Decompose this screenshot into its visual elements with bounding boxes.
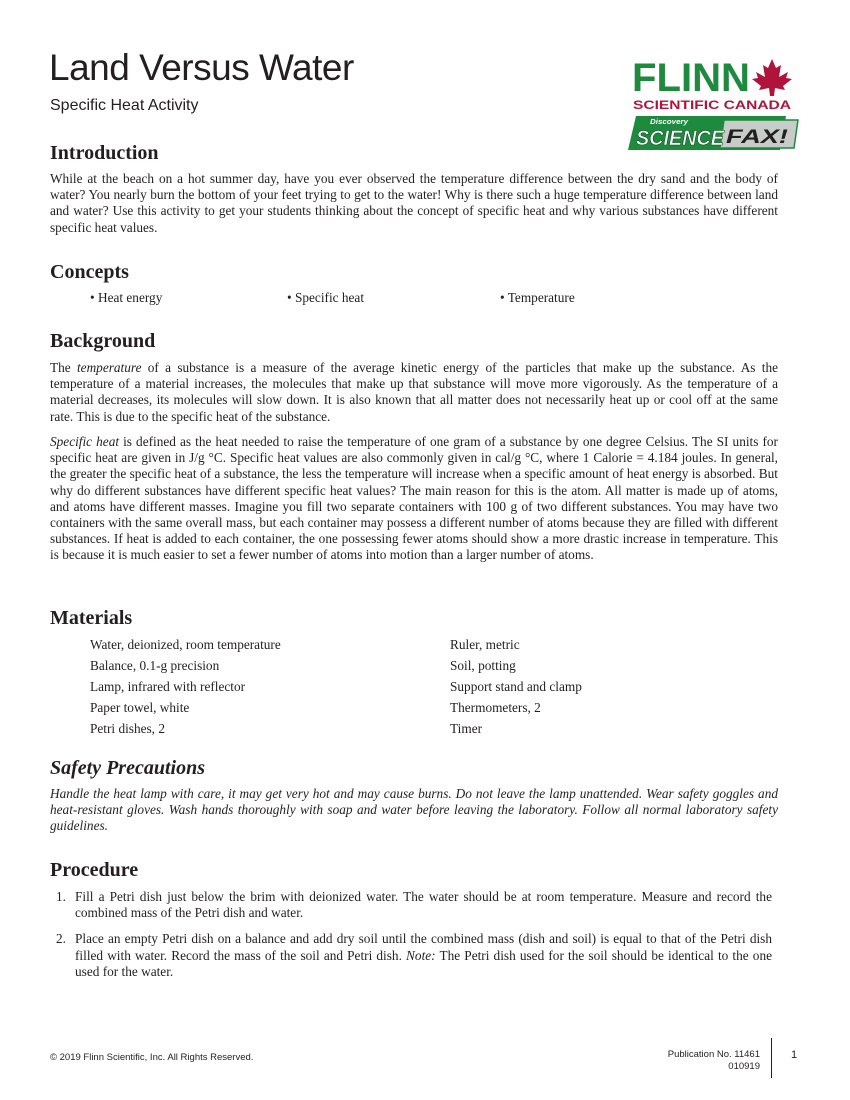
publication-number: Publication No. 11461 — [667, 1049, 760, 1060]
publication-code: 010919 — [728, 1061, 760, 1072]
material-item: Thermometers, 2 — [450, 700, 541, 715]
note-label: Note: — [406, 947, 436, 963]
page-subtitle: Specific Heat Activity — [50, 97, 199, 114]
material-item: Support stand and clamp — [450, 679, 582, 694]
concepts-heading: Concepts — [50, 261, 129, 283]
specific-heat-term: Specific heat — [50, 434, 120, 449]
procedure-heading: Procedure — [50, 859, 139, 881]
material-item: Ruler, metric — [450, 637, 520, 652]
materials-list-left — [90, 637, 281, 742]
flinn-logo-sub: SCIENTIFIC CANADA — [633, 98, 792, 112]
material-item: Timer — [450, 721, 483, 736]
background-heading: Background — [50, 330, 156, 352]
material-item: Lamp, infrared with reflector — [90, 679, 246, 694]
material-item: Soil, potting — [450, 658, 516, 673]
procedure-list — [56, 889, 772, 980]
introduction-text: While at the beach on a hot summer day, have you ever observed the temperature difference between the dry sand and the body of water? You nearly burn the bottom of your feet trying to get to the water! Why is there such a huge temperature difference between land and water? Use this activity to get your students thinking about the concept of specific heat and why various substances have different specific heat values. — [50, 171, 778, 235]
maple-leaf-icon — [752, 59, 792, 96]
concept-item: • Temperature — [500, 290, 575, 305]
material-item: Balance, 0.1-g precision — [90, 658, 220, 673]
material-item: Petri dishes, 2 — [90, 721, 165, 736]
page-title: Land Versus Water — [49, 47, 354, 88]
copyright-text: © 2019 Flinn Scientific, Inc. All Rights Reserved. — [50, 1052, 254, 1063]
safety-heading: Safety Precautions — [50, 757, 205, 779]
material-item: Water, deionized, room temperature — [90, 637, 281, 652]
publication-info — [668, 1049, 760, 1073]
concept-item: • Heat energy — [90, 290, 163, 305]
step-text: Place an empty Petri dish on a balance and add dry soil until the combined mass (dish and soil) is equal to that of the Petri dish filled with water. Record the mass of the soil and Petri dish. Note: The Petri dish used for the soil should be identical to the one used for the water. — [75, 931, 773, 979]
procedure-step — [56, 931, 772, 980]
background-paragraph-1: The temperature of a substance is a measure of the average kinetic energy of the particles that make up the substance. As the temperature of a material increases, the molecules that make up that substance will move more vigorously. As the temperature of a material decreases, its molecules will slow down. It is also known that all matter does not necessarily heat up or cool off at the same rate. This is due to the specific heat of the substance. — [50, 360, 779, 424]
introduction-heading: Introduction — [50, 142, 159, 164]
material-item: Paper towel, white — [90, 700, 190, 715]
materials-list-right — [450, 637, 582, 742]
materials-heading: Materials — [50, 607, 133, 629]
step-number: 2. — [56, 931, 66, 947]
concept-item: • Specific heat — [287, 290, 365, 305]
procedure-step — [56, 889, 772, 921]
page-number: 1 — [791, 1049, 798, 1061]
flinn-logo-brand: FLINN — [632, 56, 750, 100]
flinn-logo-badge-main: SCIENCE — [636, 127, 725, 150]
step-number: 1. — [56, 889, 66, 904]
background-paragraph-2: Specific heat is defined as the heat needed to raise the temperature of one gram of a substance by one degree Celsius. The SI units for specific heat are given in J/g °C. Specific heat values are also commonly given in cal/g °C, where 1 Calorie = 4.184 joules. In general, the greater the specific heat of a substance, the less the temperature will increase when a specific amount of heat energy is absorbed. But why do different substances have different specific heat values? The main reason for this is the atom. All matter is made up of atoms, and atoms have different masses. Imagine you fill two separate containers with 100 g of two different substances. You may have two containers with the same overall mass, but each container may possess a different number of atoms because they are filled with different substances. If heat is added to each container, the one possessing fewer atoms should show a more drastic increase in temperature. This is because it is much easier to set a fewer number of atoms into motion than a larger number of atoms. — [50, 434, 778, 563]
flinn-logo — [628, 54, 800, 154]
step-text: Fill a Petri dish just below the brim with deionized water. The water should be at room temperature. Measure and record the combined mass of the Petri dish and water. — [75, 889, 772, 921]
footer-divider — [771, 1038, 772, 1078]
flinn-logo-badge-fax: FAX! — [726, 127, 788, 148]
safety-text: Handle the heat lamp with care, it may get very hot and may cause burns. Do not leave the lamp unattended. Wear safety goggles and heat-resistant gloves. Wash hands thoroughly with soap and water before leaving the laboratory. Follow all normal laboratory safety guidelines. — [50, 786, 778, 834]
temperature-term: temperature — [76, 360, 142, 375]
flinn-logo-badge-small: Discovery — [650, 119, 690, 126]
